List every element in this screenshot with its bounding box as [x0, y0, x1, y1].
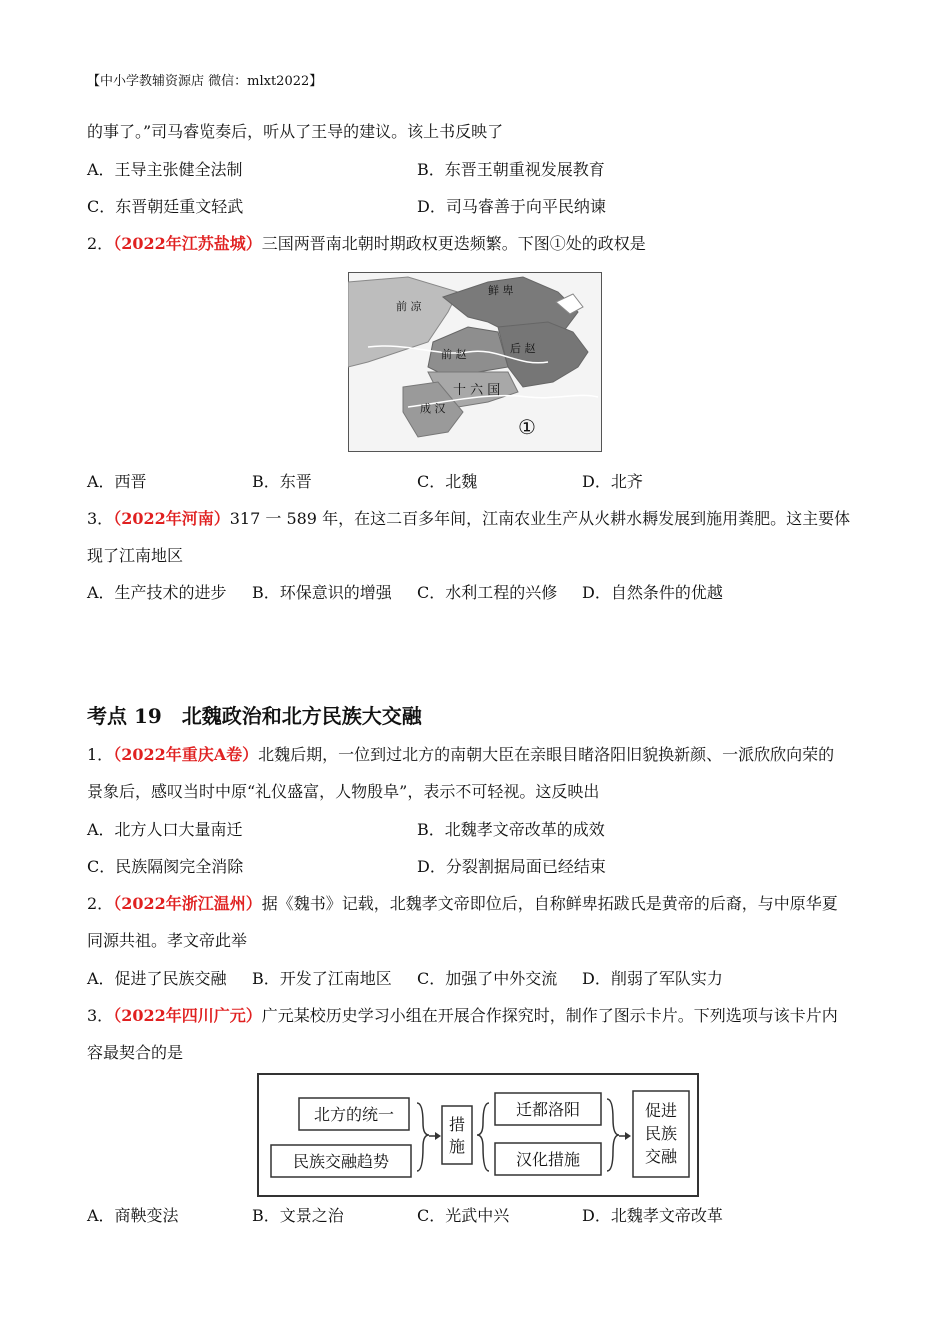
s1-option-b[interactable]: B．北魏孝文帝改革的成效: [417, 820, 605, 839]
label-xianbei: 鲜 卑: [488, 284, 514, 297]
q2-option-d[interactable]: D．北齐: [582, 472, 643, 491]
s1-source: （2022年重庆A卷）: [113, 745, 259, 764]
q3-number: 3．: [87, 509, 114, 528]
label-chenghan: 成 汉: [420, 402, 446, 415]
page-header: 【中小学教辅资源店 微信：mlxt2022】: [87, 74, 323, 89]
s3-option-b[interactable]: B．文景之治: [252, 1206, 344, 1225]
diagram-svg: [257, 1073, 699, 1197]
text-left2: 民族交融趋势: [292, 1152, 390, 1171]
s1-stem: [87, 745, 834, 765]
s3-option-c[interactable]: C．光武中兴: [417, 1206, 510, 1225]
s3-text: 广元某校历史学习小组在开展合作探究时，制作了图示卡片。下列选项与该卡片内: [261, 1006, 838, 1025]
s2-option-d[interactable]: D．削弱了军队实力: [582, 969, 723, 988]
text-left1: 北方的统一: [313, 1105, 395, 1124]
s1-option-a[interactable]: A．北方人口大量南迁: [87, 820, 243, 839]
text-right2: 汉化措施: [515, 1150, 581, 1169]
label-qianzhao: 前 赵: [441, 348, 467, 361]
label-marker-1: ①: [518, 415, 536, 439]
q1-option-c[interactable]: C．东晋朝廷重文轻武: [87, 197, 244, 216]
q2-option-c[interactable]: C．北魏: [417, 472, 478, 491]
q3-source: （2022年河南）: [113, 509, 230, 528]
s3-option-d[interactable]: D．北魏孝文帝改革: [582, 1206, 723, 1225]
section-title: 考点 19 北魏政治和北方民族大交融: [87, 704, 422, 728]
q3-stem: [87, 509, 850, 529]
q1-tail-text: 的事了。”司马睿览奏后，听从了王导的建议。该上书反映了: [87, 122, 504, 141]
label-qianliang: 前 凉: [396, 300, 422, 313]
s2-source: （2022年浙江温州）: [113, 894, 262, 913]
q1-option-a[interactable]: A．王导主张健全法制: [87, 160, 243, 179]
s2-number: 2．: [87, 894, 114, 913]
s1-stem-line2: 景象后，感叹当时中原“礼仪盛富，人物殷阜”，表示不可轻视。这反映出: [87, 782, 600, 801]
s2-stem: [87, 894, 838, 914]
q3-option-d[interactable]: D．自然条件的优越: [582, 583, 723, 602]
q3-option-a[interactable]: A．生产技术的进步: [87, 583, 227, 602]
text-result-1: 促进: [644, 1101, 678, 1120]
s2-option-b[interactable]: B．开发了江南地区: [252, 969, 392, 988]
s1-option-d[interactable]: D．分裂割据局面已经结束: [417, 857, 606, 876]
s3-source: （2022年四川广元）: [113, 1006, 262, 1025]
q1-option-b[interactable]: B．东晋王朝重视发展教育: [417, 160, 605, 179]
map-svg: [348, 272, 602, 452]
s2-option-a[interactable]: A．促进了民族交融: [87, 969, 227, 988]
s3-option-a[interactable]: A．商鞅变法: [87, 1206, 179, 1225]
text-right1: 迁都洛阳: [515, 1100, 581, 1119]
label-houzhao: 后 赵: [510, 342, 536, 355]
s1-option-c[interactable]: C．民族隔阂完全消除: [87, 857, 244, 876]
q3-option-c[interactable]: C．水利工程的兴修: [417, 583, 558, 602]
q2-option-a[interactable]: A．西晋: [87, 472, 147, 491]
text-result-3: 交融: [644, 1147, 678, 1166]
q1-option-d[interactable]: D．司马睿善于向平民纳谏: [417, 197, 606, 216]
text-mid-2: 施: [448, 1137, 466, 1156]
q2-option-b[interactable]: B．东晋: [252, 472, 312, 491]
q2-number: 2．: [87, 234, 114, 253]
s2-option-c[interactable]: C．加强了中外交流: [417, 969, 558, 988]
s2-stem-line2: 同源共祖。孝文帝此举: [87, 931, 248, 950]
s3-stem: [87, 1006, 838, 1026]
text-mid-1: 措: [448, 1115, 466, 1134]
q3-text: 317 一 589 年，在这二百多年间，江南农业生产从火耕水耨发展到施用粪肥。这主要体: [229, 509, 851, 528]
label-shiliuguo: 十 六 国: [453, 383, 501, 398]
reform-diagram-card: [257, 1073, 699, 1197]
q2-text: 三国两晋南北朝时期政权更迭频繁。下图①处的政权是: [261, 234, 646, 253]
q2-source: （2022年江苏盐城）: [113, 234, 262, 253]
s2-text: 据《魏书》记载，北魏孝文帝即位后，自称鲜卑拓跋氏是黄帝的后裔，与中原华夏: [261, 894, 838, 913]
text-result-2: 民族: [644, 1124, 678, 1143]
s3-number: 3．: [87, 1006, 114, 1025]
sixteen-kingdoms-map: [348, 272, 602, 452]
q3-stem-line2: 现了江南地区: [87, 546, 184, 565]
s3-stem-line2: 容最契合的是: [87, 1043, 184, 1062]
s1-number: 1．: [87, 745, 114, 764]
s1-text: 北魏后期，一位到过北方的南朝大臣在亲眼目睹洛阳旧貌换新颜、一派欣欣向荣的: [258, 745, 835, 764]
q3-option-b[interactable]: B．环保意识的增强: [252, 583, 392, 602]
q2-stem: [87, 234, 646, 254]
